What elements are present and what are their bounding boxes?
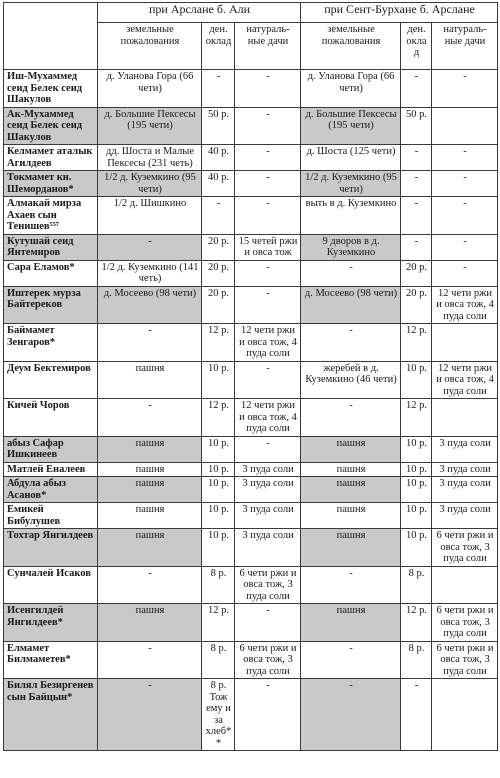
natural-allowance-ali-cell: - bbox=[235, 436, 301, 462]
table-row bbox=[4, 361, 498, 399]
money-salary-ali-cell: 12 р. bbox=[202, 604, 235, 642]
person-name-cell: Иш-Мухаммед сеид Белек сеид Шакулов bbox=[4, 70, 98, 108]
col-header-money-1: ден. оклад bbox=[202, 23, 235, 70]
land-grant-burhan-cell: д. Уланова Гора (66 чети) bbox=[301, 70, 401, 108]
table-row bbox=[4, 107, 498, 145]
land-grant-burhan-cell: д. Большие Пексеcы (195 чети) bbox=[301, 107, 401, 145]
natural-allowance-burhan-cell: 6 чети ржи и овса тож, 3 пуда соли bbox=[432, 641, 498, 679]
natural-allowance-ali-cell: - bbox=[235, 107, 301, 145]
land-grant-ali-cell: - bbox=[98, 641, 202, 679]
table-row bbox=[4, 462, 498, 477]
natural-allowance-burhan-cell: 3 пуда соли bbox=[432, 477, 498, 503]
money-salary-burhan-cell: 50 р. bbox=[401, 107, 432, 145]
col-header-natural-2: натураль-ные дачи bbox=[432, 23, 498, 70]
land-grant-burhan-cell: д. Мосеево (98 чети) bbox=[301, 286, 401, 324]
natural-allowance-ali-cell: 6 чети ржи и овса тож, 3 пуда соли bbox=[235, 566, 301, 604]
person-name-cell: Деум Бектемиров bbox=[4, 361, 98, 399]
natural-allowance-burhan-cell bbox=[432, 107, 498, 145]
money-salary-burhan-cell: 12 р. bbox=[401, 324, 432, 362]
table-row bbox=[4, 529, 498, 567]
table-row bbox=[4, 503, 498, 529]
money-salary-burhan-cell: 20 р. bbox=[401, 260, 432, 286]
person-name-cell: Билял Безиргенев сын Байцын* bbox=[4, 679, 98, 751]
land-grant-ali-cell: - bbox=[98, 566, 202, 604]
natural-allowance-ali-cell: - bbox=[235, 70, 301, 108]
natural-allowance-ali-cell: - bbox=[235, 604, 301, 642]
table-row bbox=[4, 641, 498, 679]
person-name-cell: Абдула абыз Асанов* bbox=[4, 477, 98, 503]
money-salary-burhan-cell: - bbox=[401, 145, 432, 171]
natural-allowance-burhan-cell: 12 чети ржи и овса тож, 4 пуда соли bbox=[432, 286, 498, 324]
money-salary-burhan-cell: 10 р. bbox=[401, 436, 432, 462]
natural-allowance-ali-cell: 6 чети ржи и овса тож, 3 пуда соли bbox=[235, 641, 301, 679]
land-grant-burhan-cell: пашня bbox=[301, 462, 401, 477]
land-grant-burhan-cell: - bbox=[301, 260, 401, 286]
money-salary-ali-cell: 10 р. bbox=[202, 477, 235, 503]
col-header-land-1: земельные пожалования bbox=[98, 23, 202, 70]
land-grant-ali-cell: - bbox=[98, 324, 202, 362]
natural-allowance-ali-cell: - bbox=[235, 145, 301, 171]
money-salary-burhan-cell: - bbox=[401, 197, 432, 235]
table-row bbox=[4, 566, 498, 604]
money-salary-ali-cell: 8 р. bbox=[202, 566, 235, 604]
natural-allowance-ali-cell: 3 пуда соли bbox=[235, 529, 301, 567]
money-salary-ali-cell: 50 р. bbox=[202, 107, 235, 145]
land-grant-burhan-cell: - bbox=[301, 641, 401, 679]
land-grant-ali-cell: пашня bbox=[98, 361, 202, 399]
land-grant-ali-cell: д. Уланова Гора (66 чети) bbox=[98, 70, 202, 108]
table-row bbox=[4, 197, 498, 235]
natural-allowance-burhan-cell: 3 пуда соли bbox=[432, 503, 498, 529]
natural-allowance-ali-cell: - bbox=[235, 260, 301, 286]
allowances-table bbox=[3, 2, 498, 751]
natural-allowance-burhan-cell: 3 пуда соли bbox=[432, 436, 498, 462]
col-header-land-2: земельные пожалования bbox=[301, 23, 401, 70]
money-salary-burhan-cell: 8 р. bbox=[401, 641, 432, 679]
money-salary-ali-cell: 20 р. bbox=[202, 260, 235, 286]
money-salary-burhan-cell: 20 р. bbox=[401, 286, 432, 324]
natural-allowance-ali-cell: 3 пуда соли bbox=[235, 462, 301, 477]
land-grant-burhan-cell: выть в д. Куземкино bbox=[301, 197, 401, 235]
natural-allowance-burhan-cell: 6 чети ржи и овса тож, 3 пуда соли bbox=[432, 604, 498, 642]
table-row bbox=[4, 286, 498, 324]
table-row bbox=[4, 171, 498, 197]
land-grant-burhan-cell: 1/2 д. Куземкино (95 чети) bbox=[301, 171, 401, 197]
land-grant-ali-cell: пашня bbox=[98, 503, 202, 529]
natural-allowance-burhan-cell bbox=[432, 324, 498, 362]
land-grant-ali-cell: пашня bbox=[98, 462, 202, 477]
natural-allowance-ali-cell: 15 четей ржи и овса тож bbox=[235, 234, 301, 260]
money-salary-ali-cell: 40 р. bbox=[202, 171, 235, 197]
person-name-cell: Алмакай мирза Ахаев сын Тенишев⁵⁵⁷ bbox=[4, 197, 98, 235]
natural-allowance-ali-cell: - bbox=[235, 286, 301, 324]
person-name-cell: Тохтар Янгилдеев bbox=[4, 529, 98, 567]
natural-allowance-burhan-cell: - bbox=[432, 70, 498, 108]
table-row bbox=[4, 604, 498, 642]
natural-allowance-burhan-cell: - bbox=[432, 145, 498, 171]
person-name-cell: Кичей Чоров bbox=[4, 399, 98, 437]
natural-allowance-burhan-cell: 6 чети ржи и овса тож, 3 пуда соли bbox=[432, 529, 498, 567]
natural-allowance-burhan-cell bbox=[432, 399, 498, 437]
money-salary-burhan-cell: 12 р. bbox=[401, 399, 432, 437]
money-salary-ali-cell: 8 р. Тож ему и за хлеб** bbox=[202, 679, 235, 751]
table-row bbox=[4, 679, 498, 751]
land-grant-burhan-cell: жеребей в д. Куземкино (46 чети) bbox=[301, 361, 401, 399]
money-salary-ali-cell: 12 р. bbox=[202, 324, 235, 362]
land-grant-ali-cell: 1/2 д. Куземкино (95 чети) bbox=[98, 171, 202, 197]
table-row bbox=[4, 234, 498, 260]
land-grant-burhan-cell: пашня bbox=[301, 604, 401, 642]
col-header-natural-1: натураль-ные дачи bbox=[235, 23, 301, 70]
natural-allowance-ali-cell: 12 чети ржи и овса тож, 4 пуда соли bbox=[235, 399, 301, 437]
person-name-cell: Кутушай сеид Янтемиров bbox=[4, 234, 98, 260]
person-name-cell: абыз Сафар Ишкинеев bbox=[4, 436, 98, 462]
money-salary-ali-cell: 10 р. bbox=[202, 503, 235, 529]
group-header-ali: при Арслане б. Али bbox=[98, 3, 301, 23]
person-name-cell: Иштерек мурза Байтереков bbox=[4, 286, 98, 324]
natural-allowance-ali-cell: 3 пуда соли bbox=[235, 503, 301, 529]
land-grant-ali-cell: пашня bbox=[98, 477, 202, 503]
natural-allowance-ali-cell: 3 пуда соли bbox=[235, 477, 301, 503]
table-row bbox=[4, 324, 498, 362]
natural-allowance-ali-cell: - bbox=[235, 679, 301, 751]
group-header-burhan: при Сент-Бурхане б. Арслане bbox=[301, 3, 498, 23]
land-grant-ali-cell: пашня bbox=[98, 529, 202, 567]
money-salary-ali-cell: 20 р. bbox=[202, 286, 235, 324]
name-column-header bbox=[4, 3, 98, 70]
col-header-money-2: ден. оклад bbox=[401, 23, 432, 70]
money-salary-burhan-cell: 8 р. bbox=[401, 566, 432, 604]
table-row bbox=[4, 70, 498, 108]
land-grant-ali-cell: 1/2 д. Куземкино (141 четь) bbox=[98, 260, 202, 286]
money-salary-ali-cell: 8 р. bbox=[202, 641, 235, 679]
person-name-cell: Елмамет Билмаметев* bbox=[4, 641, 98, 679]
table-row bbox=[4, 260, 498, 286]
person-name-cell: Ак-Мухаммед сеид Белек сеид Шакулов bbox=[4, 107, 98, 145]
money-salary-ali-cell: 10 р. bbox=[202, 361, 235, 399]
natural-allowance-ali-cell: - bbox=[235, 197, 301, 235]
money-salary-burhan-cell: 12 р. bbox=[401, 604, 432, 642]
money-salary-burhan-cell: 10 р. bbox=[401, 503, 432, 529]
money-salary-ali-cell: 40 р. bbox=[202, 145, 235, 171]
land-grant-burhan-cell: пашня bbox=[301, 436, 401, 462]
land-grant-burhan-cell: - bbox=[301, 399, 401, 437]
land-grant-ali-cell: - bbox=[98, 399, 202, 437]
natural-allowance-burhan-cell: - bbox=[432, 197, 498, 235]
land-grant-ali-cell: - bbox=[98, 234, 202, 260]
person-name-cell: Матлей Еналеев bbox=[4, 462, 98, 477]
person-name-cell: Токмамет кн. Шеморданов* bbox=[4, 171, 98, 197]
money-salary-burhan-cell: 10 р. bbox=[401, 361, 432, 399]
table-row bbox=[4, 436, 498, 462]
person-name-cell: Исенгилдей Янгилдеев* bbox=[4, 604, 98, 642]
natural-allowance-burhan-cell: 3 пуда соли bbox=[432, 462, 498, 477]
money-salary-ali-cell: 10 р. bbox=[202, 436, 235, 462]
natural-allowance-burhan-cell: 12 чети ржи и овса тож, 4 пуда соли bbox=[432, 361, 498, 399]
land-grant-ali-cell: дд. Шоста и Малые Пексеcы (231 четь) bbox=[98, 145, 202, 171]
money-salary-ali-cell: - bbox=[202, 197, 235, 235]
person-name-cell: Баймамет Зенгаров* bbox=[4, 324, 98, 362]
table-row bbox=[4, 399, 498, 437]
land-grant-burhan-cell: пашня bbox=[301, 477, 401, 503]
natural-allowance-burhan-cell: - bbox=[432, 260, 498, 286]
money-salary-burhan-cell: 10 р. bbox=[401, 462, 432, 477]
land-grant-burhan-cell: 9 дворов в д. Куземкино bbox=[301, 234, 401, 260]
land-grant-burhan-cell: - bbox=[301, 679, 401, 751]
table-header bbox=[4, 3, 498, 70]
money-salary-ali-cell: 12 р. bbox=[202, 399, 235, 437]
person-name-cell: Емикей Бибулушев bbox=[4, 503, 98, 529]
natural-allowance-burhan-cell: - bbox=[432, 234, 498, 260]
land-grant-burhan-cell: - bbox=[301, 566, 401, 604]
land-grant-ali-cell: д. Мосеево (98 чети) bbox=[98, 286, 202, 324]
money-salary-burhan-cell: 10 р. bbox=[401, 477, 432, 503]
money-salary-ali-cell: 20 р. bbox=[202, 234, 235, 260]
land-grant-burhan-cell: - bbox=[301, 324, 401, 362]
land-grant-ali-cell: пашня bbox=[98, 604, 202, 642]
land-grant-burhan-cell: д. Шоста (125 чети) bbox=[301, 145, 401, 171]
land-grant-burhan-cell: пашня bbox=[301, 529, 401, 567]
money-salary-ali-cell: 10 р. bbox=[202, 462, 235, 477]
land-grant-burhan-cell: пашня bbox=[301, 503, 401, 529]
land-grant-ali-cell: пашня bbox=[98, 436, 202, 462]
person-name-cell: Сунчалей Исаков bbox=[4, 566, 98, 604]
table-row bbox=[4, 477, 498, 503]
money-salary-ali-cell: - bbox=[202, 70, 235, 108]
natural-allowance-burhan-cell bbox=[432, 679, 498, 751]
land-grant-ali-cell: - bbox=[98, 679, 202, 751]
money-salary-burhan-cell: - bbox=[401, 70, 432, 108]
land-grant-ali-cell: д. Большие Пексеcы (195 чети) bbox=[98, 107, 202, 145]
natural-allowance-burhan-cell: - bbox=[432, 171, 498, 197]
natural-allowance-burhan-cell bbox=[432, 566, 498, 604]
money-salary-burhan-cell: - bbox=[401, 679, 432, 751]
money-salary-burhan-cell: - bbox=[401, 171, 432, 197]
table-body bbox=[4, 70, 498, 751]
money-salary-ali-cell: 10 р. bbox=[202, 529, 235, 567]
natural-allowance-ali-cell: - bbox=[235, 171, 301, 197]
person-name-cell: Келмамет аталык Агилдеев bbox=[4, 145, 98, 171]
money-salary-burhan-cell: - bbox=[401, 234, 432, 260]
natural-allowance-ali-cell: 12 чети ржи и овса тож, 4 пуда соли bbox=[235, 324, 301, 362]
table-row bbox=[4, 145, 498, 171]
person-name-cell: Сара Еламов* bbox=[4, 260, 98, 286]
money-salary-burhan-cell: 10 р. bbox=[401, 529, 432, 567]
natural-allowance-ali-cell: - bbox=[235, 361, 301, 399]
land-grant-ali-cell: 1/2 д. Шишкино bbox=[98, 197, 202, 235]
